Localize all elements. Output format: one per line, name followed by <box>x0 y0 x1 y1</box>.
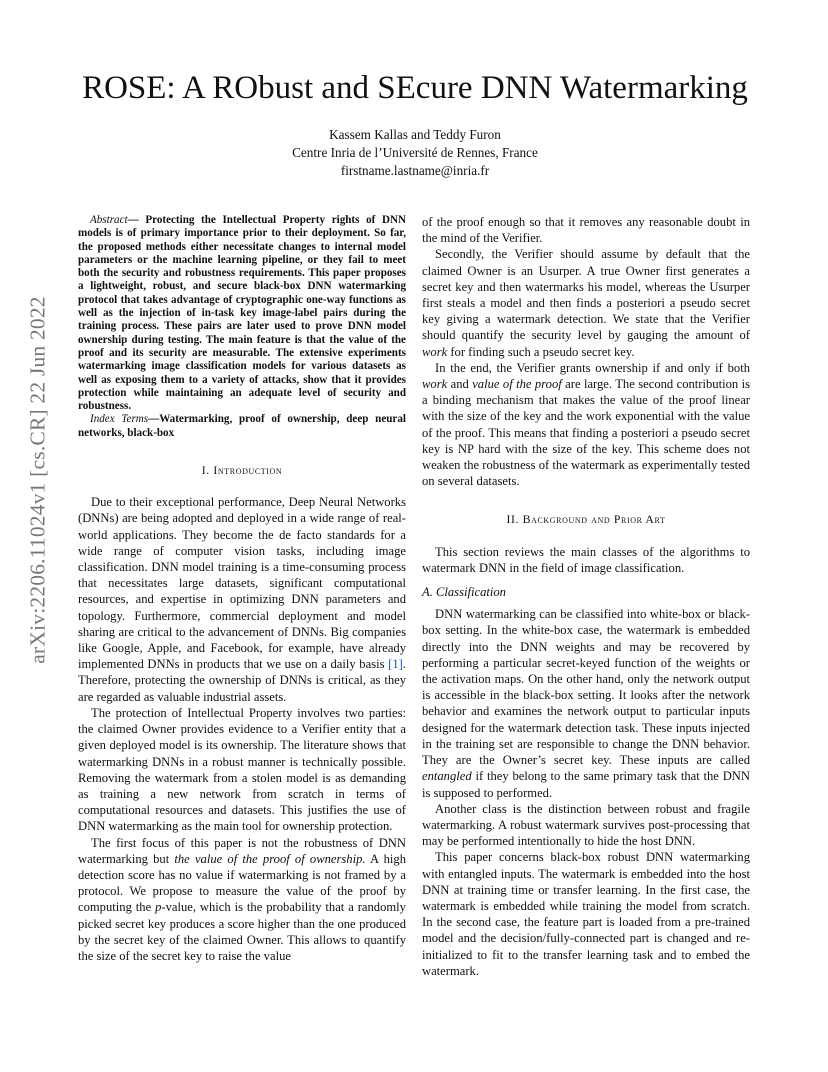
index-terms-text: —Watermarking, proof of ownership, deep neural networks, black-box <box>78 413 406 439</box>
intro-paragraph-1 <box>78 494 406 705</box>
arxiv-stamp <box>23 290 53 670</box>
background-paragraph-1: This section reviews the main classes of the algorithms to watermark DNN in the field of image classification. <box>422 544 750 575</box>
intro-p3-text-mid: A high detection score has no value if watermarking is not framed by a protocol. We propose to measure the value of the proof by computing the <box>78 851 406 915</box>
intro-paragraph-2: The protection of Intellectual Property involves two parties: the claimed Owner provides evidence to a Verifier entity that a given deployed model is its ownership. The literature shows that watermarking DNNs in a robust manner is technically possible. Removing the watermark from a stolen model is as demanding as training a new network from scratch in terms of computational resources and datasets. This justifies the use of DNN watermarking as the main tool for ownership protection. <box>78 705 406 834</box>
classification-paragraph-1 <box>422 606 750 800</box>
left-column <box>78 214 406 964</box>
classification-p1-emphasis: entangled <box>422 769 472 784</box>
abstract-label: Abstract <box>90 214 128 226</box>
intro-r2-emphasis: work <box>422 344 448 359</box>
section-heading-background: II. Background and Prior Art <box>506 512 666 527</box>
section-heading-introduction: I. Introduction <box>201 463 283 478</box>
abstract-text: — Protecting the Intellectual Property rights of DNN models is of primary importance prior to their deployment. So far, the proposed methods either necessitate changes to internal model parameters or the machine learning pipeline, or they fail to meet both the security and robustness requirements. This paper proposes a lightweight, robust, and secure black-box DNN watermarking protocol that takes advantage of cryptographic one-way functions as well as the injection of in-task key image-label pairs during the training process. These pairs are later used to prove DNN model ownership during testing. The main feature is that the value of the proof and its security are measurable. The extensive experiments watermarking image classification models for various datasets as well as exposing them to a variety of attacks, show that it provides protection while maintaining an adequate level of security and robustness. <box>78 214 406 413</box>
intro-r2-text-end: for finding such a pseudo secret key. <box>447 344 635 359</box>
abstract <box>78 214 406 413</box>
classification-paragraph-3: This paper concerns black-box robust DNN watermarking with entangled inputs. The watermark is embedded into the host DNN at training time or transfer learning. In the first case, the watermark is embedded while training the model from scratch. In the second case, the feature part is loaded from a pre-trained model and the decision/fully-connected part is changed and re-initialized to fit to the transfer learning task and to embed the watermark. <box>422 850 750 978</box>
right-column <box>422 214 750 979</box>
intro-paragraph-contribution <box>422 360 750 490</box>
intro-p3-text-end: -value, which is the probability that a randomly picked secret key produces a score higher than the one produced by the secret key of the claimed Owner. This allows to quantify the size of the secret key to raise the value <box>78 900 406 963</box>
intro-r3-and: and <box>447 377 473 392</box>
intro-r3-text: In the end, the Verifier grants ownership if and only if both <box>435 360 750 375</box>
paper-title: ROSE: A RObust and SEcure DNN Watermarking <box>82 70 748 106</box>
index-terms-label: Index Terms <box>90 413 149 426</box>
arxiv-stamp-text: arXiv:2206.11024v1 [cs.CR] 22 Jun 2022 <box>25 296 50 664</box>
p-variable: p <box>155 900 162 915</box>
intro-r3-text-end: are large. The second contribution is a binding mechanism that makes the value of the proof linear with the size of the key and the work exponential with the value of the proof. This means that finding a posteriori a pseudo secret key is NP hard with the size of the key. This scheme does not weaken the robustness of the watermark as experimentally tested on several datasets. <box>422 377 750 489</box>
intro-paragraph-3 <box>78 835 406 965</box>
intro-p1-text: Due to their exceptional performance, Deep Neural Networks (DNNs) are being adopted and deployed in a wide range of real-world applications. They become the de facto standards for a wide range of computer vision tasks, including image classification. DNN model training is a time-consuming process that necessitates large datasets, significant computational resources, and expertise in optimizing DNN parameters and topology. Furthermore, commercial deployment and model sharing are critical to the advancement of DNNs. Big companies like Google, Apple, and Facebook, for example, have already implemented DNNs in products that we use on a daily basis <box>78 495 406 672</box>
intro-p3-emphasis: the value of the proof of ownership. <box>174 851 366 866</box>
email: firstname.lastname@inria.fr <box>340 163 490 178</box>
subsection-heading-classification: A. Classification <box>422 585 506 600</box>
classification-paragraph-2: Another class is the distinction between robust and fragile watermarking. A robust watermark survives post-processing that may be performed intentionally to hide the host DNN. <box>422 801 750 849</box>
author-names: Kassem Kallas and Teddy Furon <box>329 127 501 142</box>
author-block <box>60 126 770 180</box>
intro-r2-text: Secondly, the Verifier should assume by default that the claimed Owner is an Usurper. A true Owner first generates a secret key and then watermarks his model, whereas the Usurper first steals a model and then finds a posteriori a pseudo secret key giving a watermark detection. We state that the Verifier should quantify the security level by gauging the amount of <box>422 247 750 343</box>
intro-continuation: of the proof enough so that it removes any reasonable doubt in the mind of the Verifier. <box>422 215 750 246</box>
classification-p1-text: DNN watermarking can be classified into white-box or black-box setting. In the white-box case, the watermark is embedded directly into the DNN weights and may be recovered by performing a particular secret-keyed function of the weights or the activation maps. On the other hand, only the network output is accessible in the black-box setting. It looks after the network behavior and examines the network output to particular inputs designed for the watermark detection task. These inputs injected in the training set are responsible to change the DNN behavior. They are the Owner’s secret key. These inputs are called <box>422 607 750 768</box>
classification-p1-text-end: if they belong to the same primary task that the DNN is supposed to performed. <box>422 769 750 800</box>
intro-paragraph-verifier <box>422 246 750 359</box>
affiliation: Centre Inria de l’Université de Rennes, France <box>292 145 538 160</box>
citation-link[interactable]: [1] <box>388 657 403 672</box>
intro-r3-emphasis-proof: value of the proof <box>472 377 562 392</box>
intro-r3-emphasis-work: work <box>422 377 448 392</box>
intro-p3-text: The first focus of this paper is not the robustness of DNN watermarking but <box>78 835 406 866</box>
intro-p1-text-end: . Therefore, protecting the ownership of DNNs is critical, as they are regarded as valuable industrial assets. <box>78 657 406 704</box>
index-terms <box>78 413 406 440</box>
